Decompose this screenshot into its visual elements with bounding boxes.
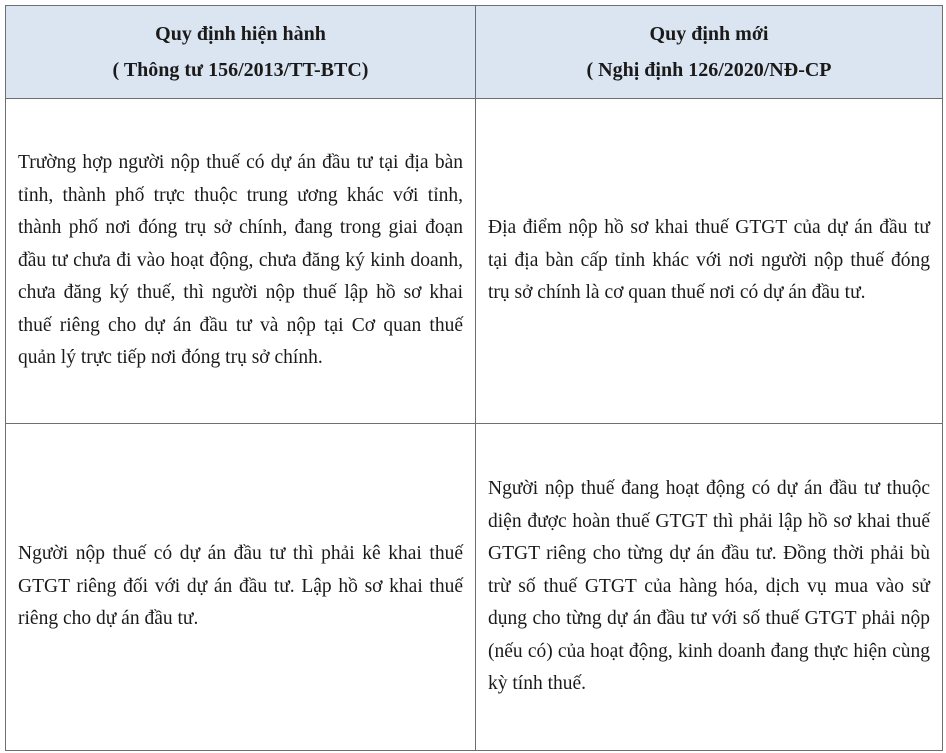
header-new-regulation xyxy=(476,6,943,99)
comparison-table xyxy=(5,5,943,751)
header-current-title: Quy định hiện hành xyxy=(155,23,326,45)
table-row xyxy=(6,99,943,424)
header-row xyxy=(6,6,943,99)
header-new-subtitle: ( Nghị định 126/2020/NĐ-CP xyxy=(586,59,832,81)
cell-current-regulation: Trường hợp người nộp thuế có dự án đầu tư tại địa bàn tỉnh, thành phố trực thuộc trung ương khác với tỉnh, thành phố nơi đóng trụ sở chính, đang trong giai đoạn đầu tư chưa đi vào hoạt động, chưa đăng ký kinh doanh, chưa đăng ký thuế, thì người nộp thuế lập hồ sơ khai thuế riêng cho dự án đầu tư và nộp tại Cơ quan thuế quản lý trực tiếp nơi đóng trụ sở chính. xyxy=(6,99,476,424)
header-current-regulation xyxy=(6,6,476,99)
cell-new-regulation: Người nộp thuế đang hoạt động có dự án đầu tư thuộc diện được hoàn thuế GTGT thì phải lập hồ sơ khai thuế GTGT riêng cho từng dự án đầu tư. Đồng thời phải bù trừ số thuế GTGT của hàng hóa, dịch vụ mua vào sử dụng cho từng dự án đầu tư với số thuế GTGT phải nộp (nếu có) của hoạt động, kinh doanh đang thực hiện cùng kỳ tính thuế. xyxy=(476,424,943,751)
cell-current-regulation: Người nộp thuế có dự án đầu tư thì phải kê khai thuế GTGT riêng đối với dự án đầu tư. Lập hồ sơ khai thuế riêng cho dự án đầu tư. xyxy=(6,424,476,751)
cell-new-regulation: Địa điểm nộp hồ sơ khai thuế GTGT của dự án đầu tư tại địa bàn cấp tỉnh khác với nơi người nộp thuế đóng trụ sở chính là cơ quan thuế nơi có dự án đầu tư. xyxy=(476,99,943,424)
table-row xyxy=(6,424,943,751)
header-current-subtitle: ( Thông tư 156/2013/TT-BTC) xyxy=(112,59,369,81)
header-new-title: Quy định mới xyxy=(649,23,769,45)
